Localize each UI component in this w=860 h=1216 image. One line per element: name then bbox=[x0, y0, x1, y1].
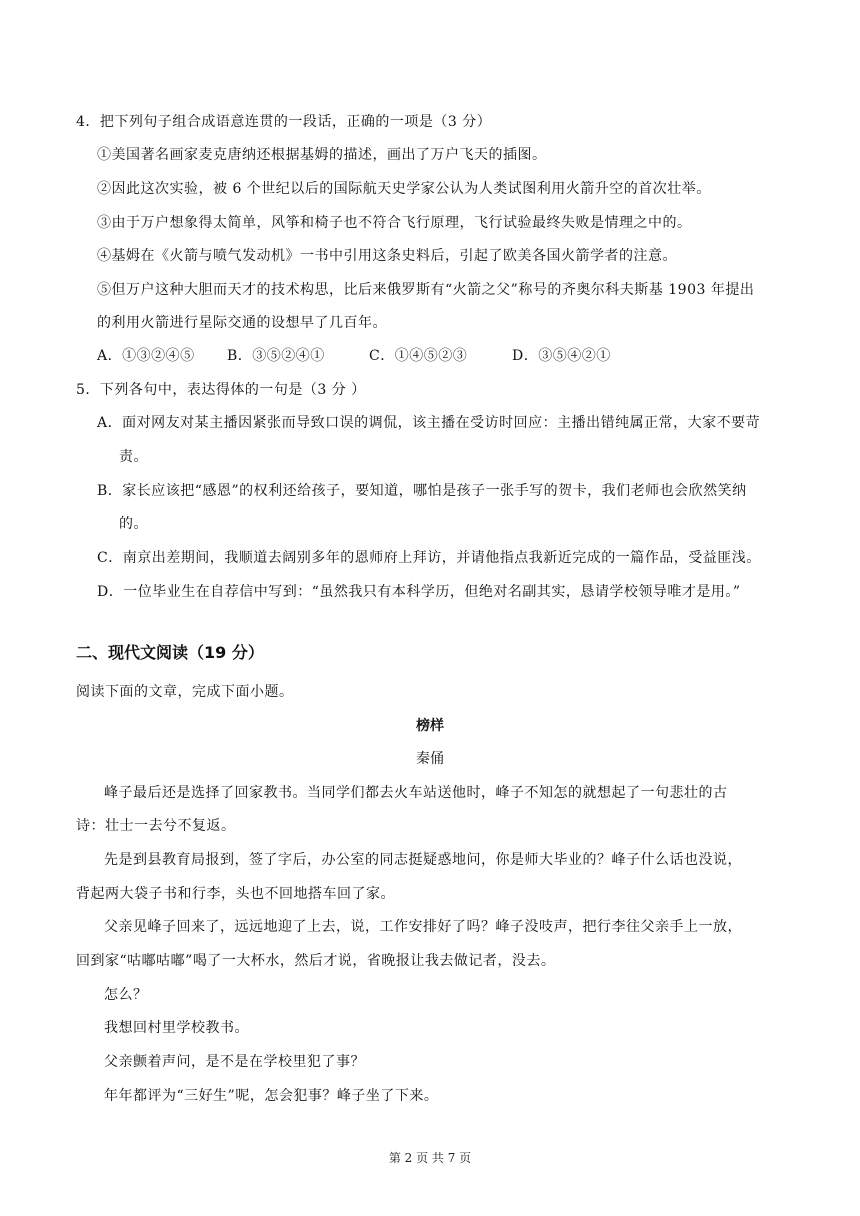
q5-option-d: D．一位毕业生在自荐信中写到：“虽然我只有本科学历，但绝对名副其实，恳请学校领导唯才是用。” bbox=[97, 584, 741, 600]
q5-option-b: B．家长应该把“感恩”的权利还给孩子，要知道，哪怕是孩子一张手写的贺卡，我们老师也会欣然笑纳 bbox=[97, 483, 747, 499]
paragraph-2: 先是到县教育局报到，签了字后，办公室的同志挺疑惑地问，你是师大毕业的？峰子什么话也没说， bbox=[104, 852, 742, 868]
q4-options bbox=[97, 346, 611, 366]
q5-option-b-cont: 的。 bbox=[119, 516, 148, 532]
q5-option-a: A．面对网友对某主播因紧张而导致口误的调侃，该主播在受访时回应：主播出错纯属正常，大家不要苛 bbox=[97, 415, 761, 431]
paragraph-3-cont: 回到家“咕嘟咕嘟”喝了一大杯水，然后才说，省晚报让我去做记者，没去。 bbox=[76, 953, 556, 969]
paragraph-5: 我想回村里学校教书。 bbox=[104, 1020, 249, 1036]
article-author: 秦俑 bbox=[416, 751, 444, 767]
paragraph-2-cont: 背起两大袋子书和行李，头也不回地搭车回了家。 bbox=[76, 886, 395, 902]
question-4-stem: 4．把下列句子组合成语意连贯的一段话，正确的一项是（3 分） bbox=[76, 114, 492, 130]
q4-option-d: D．③⑤④②① bbox=[512, 348, 611, 364]
q4-option-a: A．①③②④⑤ bbox=[97, 348, 195, 364]
q4-sentence-5-cont: 的利用火箭进行星际交通的设想早了几百年。 bbox=[97, 315, 387, 331]
q4-sentence-1: ①美国著名画家麦克唐纳还根据基姆的描述，画出了万户飞天的插图。 bbox=[97, 147, 547, 163]
paragraph-4: 怎么？ bbox=[104, 987, 148, 1003]
paragraph-7: 年年都评为“三好生”呢，怎会犯事？峰子坐了下来。 bbox=[104, 1088, 439, 1104]
paragraph-3: 父亲见峰子回来了，远远地迎了上去，说，工作安排好了吗？峰子没吱声，把行李往父亲手上一放， bbox=[104, 919, 742, 935]
q4-sentence-3: ③由于万户想象得太简单，风筝和椅子也不符合飞行原理，飞行试验最终失败是情理之中的。 bbox=[97, 215, 692, 231]
question-5-stem: 5．下列各句中，表达得体的一句是（3 分 ） bbox=[76, 382, 366, 398]
q5-option-c: C．南京出差期间，我顺道去阔别多年的恩师府上拜访，并请他指点我新近完成的一篇作品，受益匪浅。 bbox=[97, 550, 761, 566]
reading-instruction: 阅读下面的文章，完成下面小题。 bbox=[76, 684, 294, 700]
q4-sentence-4: ④基姆在《火箭与喷气发动机》一书中引用这条史料后，引起了欧美各国火箭学者的注意。 bbox=[97, 248, 677, 264]
paragraph-1-cont: 诗：壮士一去兮不复返。 bbox=[76, 818, 236, 834]
article-title: 榜样 bbox=[416, 718, 444, 734]
q4-option-b: B．③⑤②④① bbox=[227, 348, 325, 364]
q4-sentence-5: ⑤但万户这种大胆而天才的技术构思，比后来俄罗斯有“火箭之父”称号的齐奥尔科夫斯基 1903 年提出 bbox=[97, 282, 755, 298]
q5-option-a-cont: 责。 bbox=[119, 449, 148, 465]
paragraph-6: 父亲颤着声问，是不是在学校里犯了事？ bbox=[104, 1054, 365, 1070]
section-heading: 二、现代文阅读（19 分） bbox=[76, 643, 264, 662]
q4-option-c: C．①④⑤②③ bbox=[369, 348, 468, 364]
paragraph-1: 峰子最后还是选择了回家教书。当同学们都去火车站送他时，峰子不知怎的就想起了一句悲壮的古 bbox=[104, 785, 728, 801]
page-footer: 第 2 页 共 7 页 bbox=[388, 1151, 472, 1165]
q4-sentence-2: ②因此这次实验，被 6 个世纪以后的国际航天史学家公认为人类试图利用火箭升空的首次壮举。 bbox=[97, 181, 711, 197]
